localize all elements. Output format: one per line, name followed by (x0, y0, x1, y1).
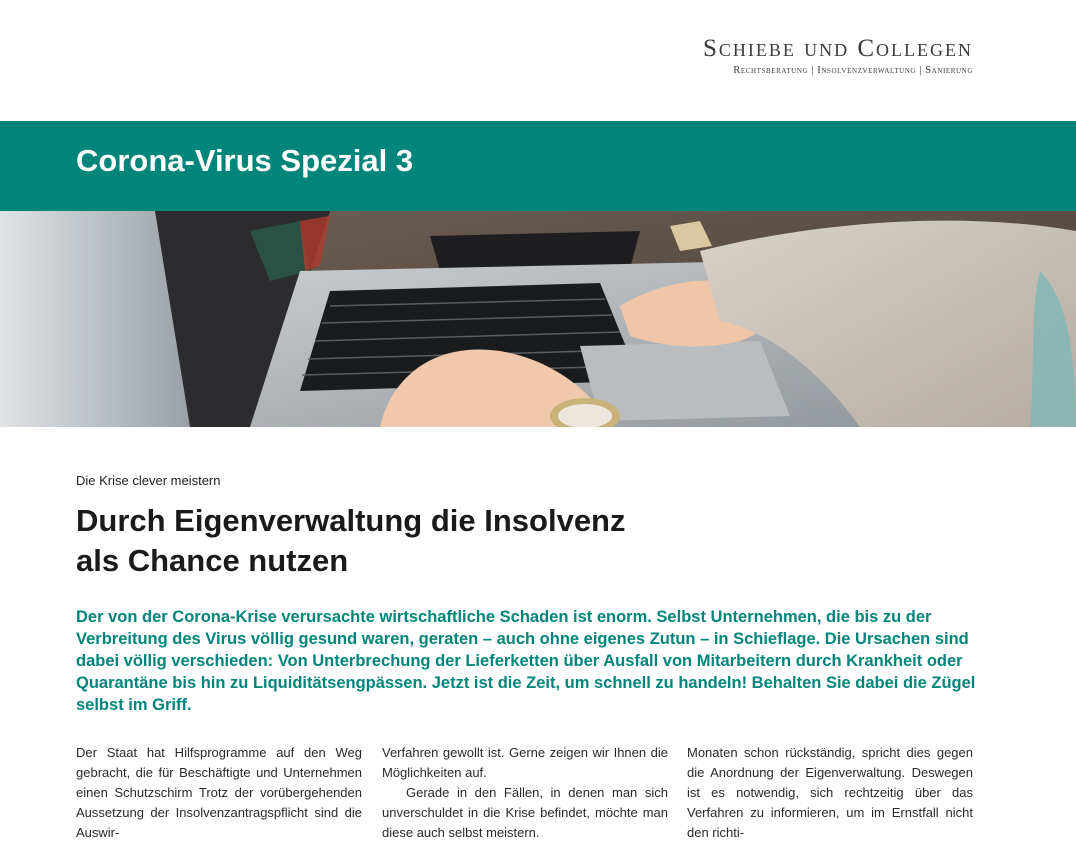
article-lead: Der von der Corona-Krise verursachte wirtschaftliche Schaden ist enorm. Selbst Unternehmen, die bis zu der Verbreitung des Virus völlig gesund waren, geraten – auch ohne eigenes Zutun – in Schieflage. Die Ursachen sind dabei völlig verschieden: Von Unterbrechung der Lieferketten über Ausfall von Mitarbeitern durch Krankheit oder Quarantäne bis hin zu Liquiditätsengpässen. Jetzt ist die Zeit, um schnell zu handeln! Behalten Sie dabei die Zügel selbst im Griff. (76, 608, 976, 714)
headline-line-1: Durch Eigenverwaltung die Insolvenz (76, 503, 626, 538)
band-title: Corona-Virus Spezial 3 (76, 143, 414, 178)
text-column-3 (687, 743, 973, 843)
text-column-2 (382, 743, 668, 843)
column-2-paragraph-2: Gerade in den Fällen, in denen man sich unverschuldet in die Krise befindet, möchte man diese auch selbst meistern. (382, 785, 668, 840)
column-3-paragraph: Monaten schon rückständig, spricht dies gegen die Anordnung der Eigenverwaltung. Deswegen ist es notwendig, sich rechtzeitig über das Verfahren zu informieren, um im Ernstfall nicht den richti- (687, 745, 973, 840)
brand-tagline: Rechtsberatung | Insolvenzverwaltung | Sanierung (733, 65, 973, 76)
headline-line-2: als Chance nutzen (76, 543, 349, 578)
brand-name: Schiebe und Collegen (702, 35, 973, 62)
column-1-paragraph: Der Staat hat Hilfsprogramme auf den Weg gebracht, die für Beschäftigte und Unternehmen einen Schutzschirm Trotz der vorübergehenden Aussetzung der Insolvenzantragspflicht sind die Auswir- (76, 745, 362, 840)
article-kicker: Die Krise clever meistern (76, 473, 221, 488)
column-2-paragraph-1: Verfahren gewollt ist. Gerne zeigen wir Ihnen die Möglichkeiten auf. (382, 745, 668, 780)
title-band (0, 121, 1076, 211)
brand-logo (703, 36, 973, 76)
text-column-1 (76, 743, 362, 843)
hero-image-laptop (0, 211, 1076, 427)
article-headline (76, 501, 776, 581)
